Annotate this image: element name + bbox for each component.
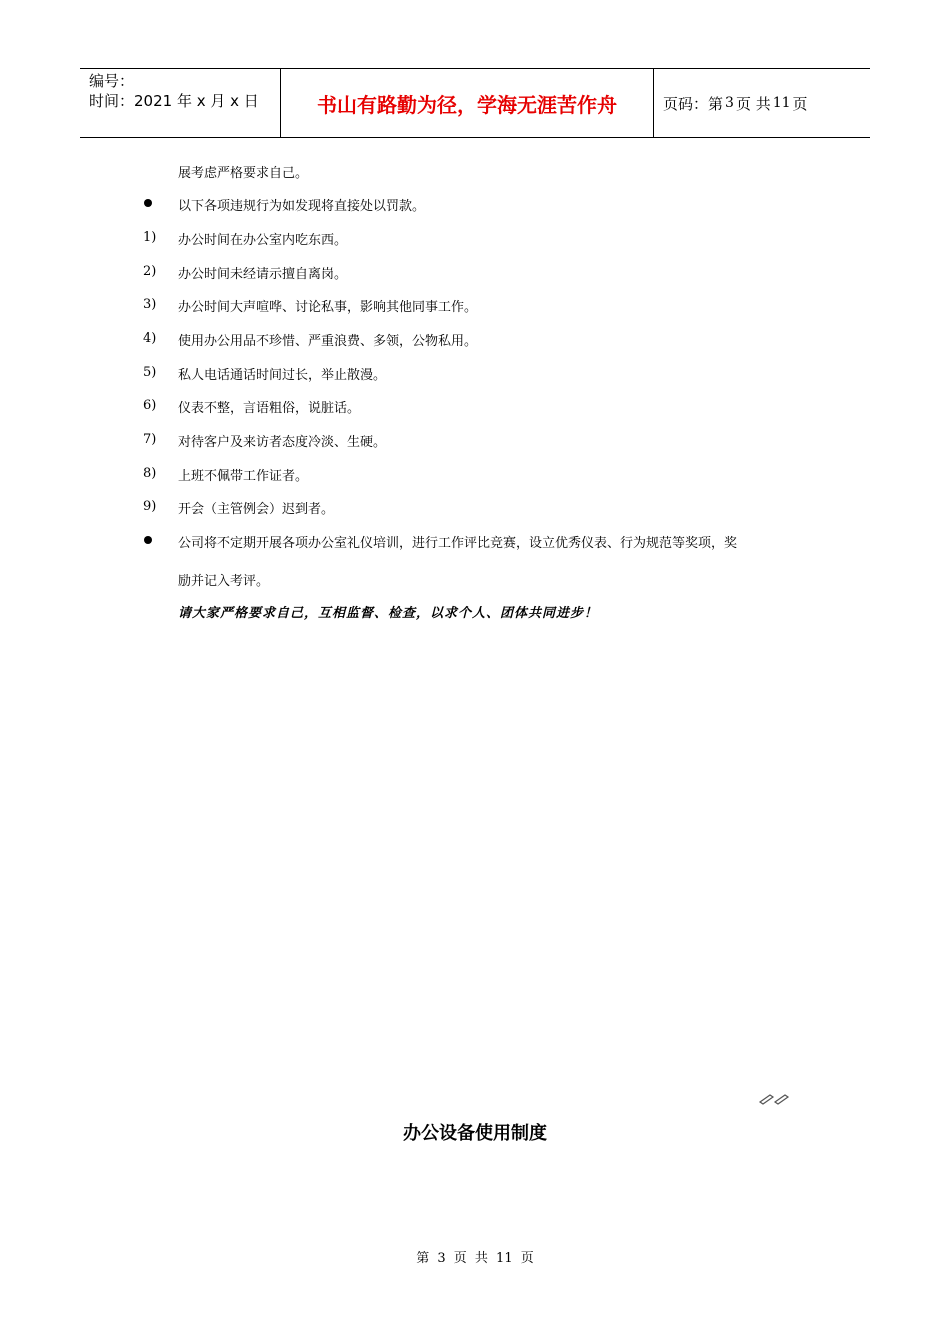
page-header bbox=[80, 68, 870, 138]
bullet-text: 以下各项违规行为如发现将直接处以罚款。 bbox=[178, 199, 426, 214]
list-item: 上班不佩带工作证者。 bbox=[178, 469, 309, 484]
bullet-text-continued: 励并记入考评。 bbox=[178, 574, 270, 589]
document-title: 办公设备使用制度 bbox=[403, 1123, 547, 1144]
page-mid: 页 共 bbox=[735, 94, 771, 113]
header-motto-cell bbox=[281, 69, 654, 137]
page-suffix: 页 bbox=[792, 94, 808, 113]
header-page-number bbox=[654, 69, 870, 137]
list-item: 办公时间在办公室内吃东西。 bbox=[178, 233, 348, 248]
header-meta bbox=[80, 69, 281, 137]
bullet-dot bbox=[144, 536, 152, 544]
page-current: 3 bbox=[725, 95, 734, 111]
time-label: 时间：2021 年 x 月 x 日 bbox=[89, 92, 259, 110]
list-item: 私人电话通话时间过长，举止散漫。 bbox=[178, 368, 387, 383]
code-label: 编号： bbox=[89, 72, 135, 90]
pencil-icon bbox=[758, 1092, 792, 1106]
header-motto: 书山有路勤为径，学海无涯苦作舟 bbox=[317, 92, 617, 117]
bullet-text: 公司将不定期开展各项办公室礼仪培训，进行工作评比竞赛，设立优秀仪表、行为规范等奖项，奖 bbox=[178, 536, 738, 551]
list-item: 使用办公用品不珍惜、严重浪费、多领，公物私用。 bbox=[178, 334, 478, 349]
list-marker: 9) bbox=[143, 499, 157, 514]
list-item: 开会（主管例会）迟到者。 bbox=[178, 502, 335, 517]
page-prefix: 页码：第 bbox=[663, 94, 724, 113]
page-total: 11 bbox=[772, 95, 791, 111]
list-marker: 2) bbox=[143, 264, 157, 279]
list-marker: 1) bbox=[143, 230, 157, 245]
list-marker: 7) bbox=[143, 432, 157, 447]
list-marker: 6) bbox=[143, 398, 157, 413]
continuation-text: 展考虑严格要求自己。 bbox=[178, 166, 309, 181]
list-marker: 4) bbox=[143, 331, 157, 346]
bullet-dot bbox=[144, 199, 152, 207]
list-item: 仪表不整，言语粗俗，说脏话。 bbox=[178, 401, 361, 416]
list-item: 对待客户及来访者态度冷淡、生硬。 bbox=[178, 435, 387, 450]
list-marker: 8) bbox=[143, 466, 157, 481]
page-footer: 第 3 页 共 11 页 bbox=[416, 1251, 534, 1266]
list-marker: 3) bbox=[143, 297, 157, 312]
list-item: 办公时间未经请示擅自离岗。 bbox=[178, 267, 348, 282]
list-marker: 5) bbox=[143, 365, 157, 380]
emphasis-text: 请大家严格要求自己，互相监督、检查，以求个人、团体共同进步！ bbox=[178, 606, 599, 621]
list-item: 办公时间大声喧哗、讨论私事，影响其他同事工作。 bbox=[178, 300, 478, 315]
